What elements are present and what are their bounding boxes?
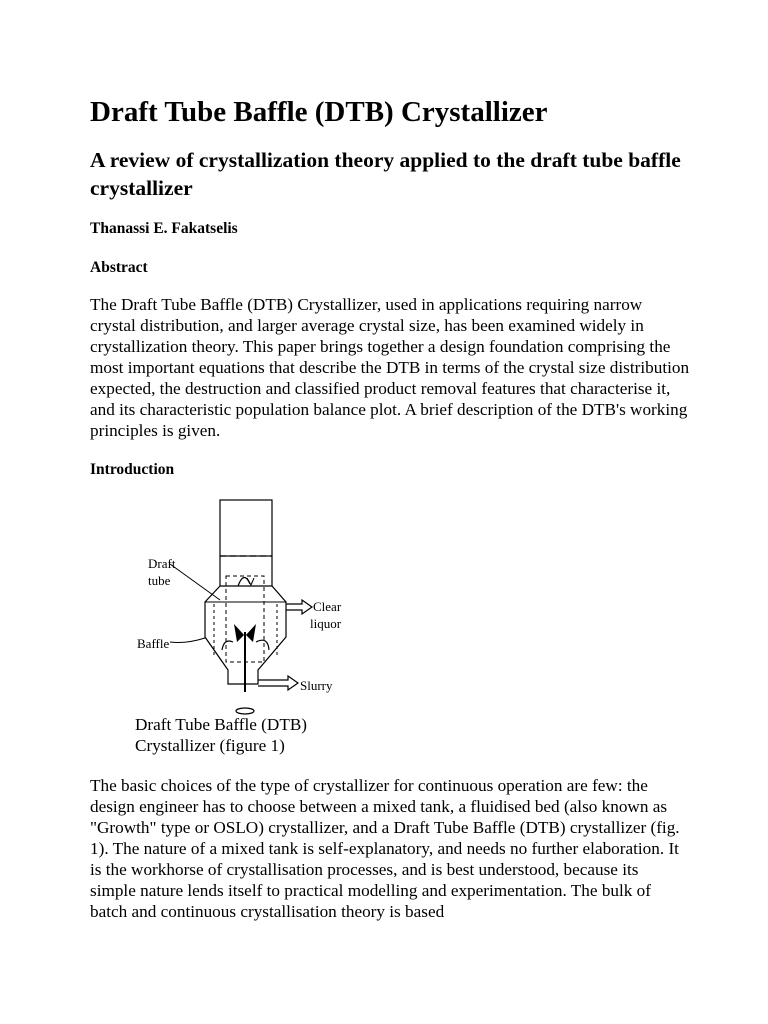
introduction-heading: Introduction: [90, 461, 175, 478]
circulation-loop-right: [256, 640, 269, 650]
draft-tube-leader: [170, 564, 220, 600]
circulation-loop-left: [222, 641, 233, 650]
slurry-arrow: [258, 676, 298, 690]
circulation-arrow-top: [238, 577, 250, 586]
clear-liquor-arrow: [286, 600, 312, 614]
label-draft: Draft: [148, 556, 176, 571]
abstract-paragraph: The Draft Tube Baffle (DTB) Crystallizer, used in applications requiring narrow crystal distribution, and larger average crystal size, has been examined widely in crystallization theory. This paper brings together a design foundation comprising the most important equations that describe the DTB in terms of the crystal size distribution expected, the destruction and classified product removal features that characterise it, and its characteristic population balance plot. A brief description of the DTB's working principles is given.: [90, 295, 690, 440]
dtb-diagram-svg: [130, 492, 360, 718]
label-baffle: Baffle: [137, 636, 170, 651]
figure-caption: Draft Tube Baffle (DTB) Crystallizer (figure 1): [135, 715, 308, 755]
paper-subtitle: A review of crystallization theory applied to the draft tube baffle crystallizer: [90, 148, 681, 200]
label-slurry: Slurry: [300, 678, 333, 693]
paper-title: Draft Tube Baffle (DTB) Crystallizer: [90, 96, 548, 128]
upper-column: [220, 500, 272, 556]
label-liquor: liquor: [310, 616, 342, 631]
author-name: Thanassi E. Fakatselis: [90, 220, 238, 237]
dtb-crystallizer-diagram: [130, 492, 360, 718]
baffle-leader: [170, 638, 205, 643]
label-clear: Clear: [313, 599, 342, 614]
abstract-heading: Abstract: [90, 259, 148, 276]
label-tube: tube: [148, 573, 171, 588]
introduction-paragraph: The basic choices of the type of crystallizer for continuous operation are few: the design engineer has to choose between a mixed tank, a fluidised bed (also known as "Growth" type or OSLO) crystallizer, and a Draft Tube Baffle (DTB) crystallizer (fig. 1). The nature of a mixed tank is self-explanatory, and needs no further elaboration. It is the workhorse of crystallisation processes, and is best understood, because its simple nature lends itself to practical modelling and experimentation. The bulk of batch and continuous crystallisation theory is based: [90, 776, 680, 921]
arrowhead-top: [247, 578, 254, 585]
